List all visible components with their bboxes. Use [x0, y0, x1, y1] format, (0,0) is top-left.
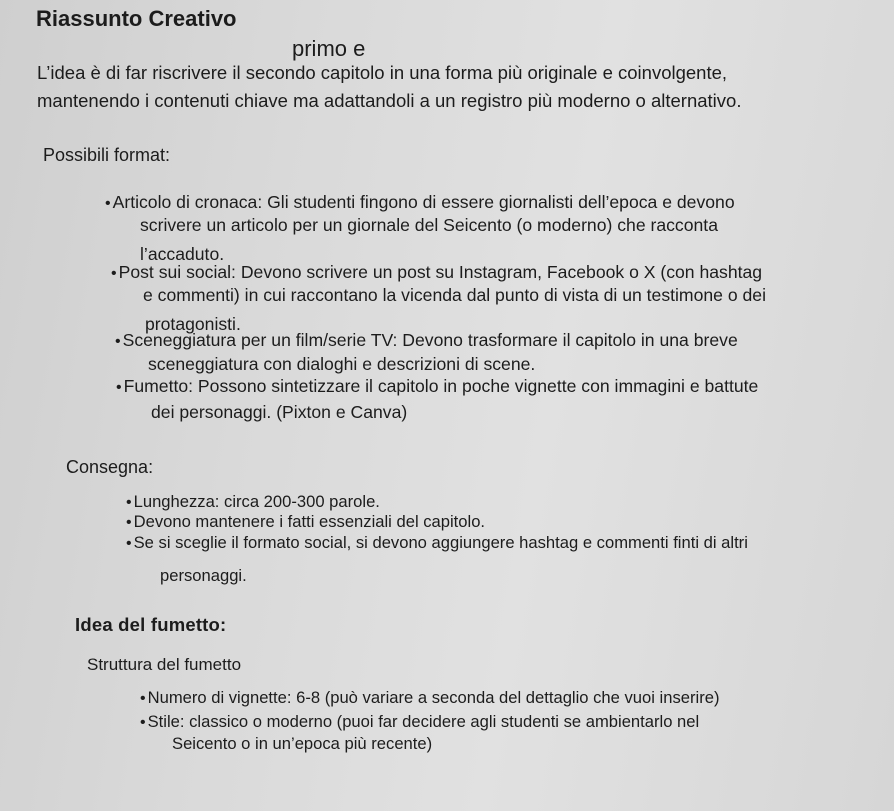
list-item	[126, 494, 380, 511]
bullet-icon: •	[140, 690, 146, 707]
list-item-continuation: sceneggiatura con dialoghi e descrizioni di scene.	[148, 354, 536, 374]
list-item-text: Sceneggiatura per un film/serie TV: Devono trasformare il capitolo in una breve	[122, 330, 738, 350]
list-item-continuation: scrivere un articolo per un giornale del Seicento (o moderno) che racconta	[140, 215, 718, 235]
list-item	[105, 194, 735, 212]
list-item-continuation: l’accaduto.	[140, 244, 225, 264]
bullet-icon: •	[140, 714, 146, 731]
bullet-icon: •	[115, 333, 121, 350]
list-item	[140, 690, 720, 707]
list-item-continuation: Seicento o in un’epoca più recente)	[172, 734, 433, 753]
list-item-text: Lunghezza: circa 200-300 parole.	[133, 492, 380, 511]
list-item-text: Stile: classico o moderno (puoi far decidere agli studenti se ambientarlo nel	[147, 712, 700, 731]
fumetto-subheading: Struttura del fumetto	[87, 655, 242, 674]
consegna-heading: Consegna:	[66, 457, 154, 477]
fumetto-heading: Idea del fumetto:	[75, 614, 227, 635]
list-item	[140, 714, 699, 731]
list-item-text: Devono mantenere i fatti essenziali del capitolo.	[133, 512, 486, 531]
bullet-icon: •	[111, 265, 117, 282]
intro-line-2: mantenendo i contenuti chiave ma adattandoli a un registro più moderno o alternativo.	[37, 90, 742, 111]
bullet-icon: •	[105, 195, 111, 212]
bullet-icon: •	[126, 514, 132, 531]
list-item-continuation: e commenti) in cui raccontano la vicenda dal punto di vista di un testimone o dei	[143, 285, 766, 305]
list-item-text: Fumetto: Possono sintetizzare il capitolo in poche vignette con immagini e battute	[123, 376, 759, 396]
list-item-text: Post sui social: Devono scrivere un post su Instagram, Facebook o X (con hashtag	[118, 262, 763, 282]
bullet-icon: •	[126, 494, 132, 511]
list-item	[116, 378, 758, 396]
list-item	[111, 264, 762, 282]
bullet-icon: •	[126, 535, 132, 552]
list-item-continuation: protagonisti.	[145, 314, 241, 334]
bullet-icon: •	[116, 379, 122, 396]
list-item-text: Numero di vignette: 6-8 (può variare a seconda del dettaglio che vuoi inserire)	[147, 688, 720, 707]
list-item	[115, 332, 738, 350]
formats-heading: Possibili format:	[43, 145, 171, 165]
document-subtitle: primo e	[292, 36, 366, 61]
list-item-continuation: dei personaggi. (Pixton e Canva)	[151, 402, 408, 422]
list-item	[126, 514, 485, 531]
list-item-continuation: personaggi.	[160, 566, 247, 585]
list-item-text: Articolo di cronaca: Gli studenti fingono di essere giornalisti dell’epoca e devono	[112, 192, 735, 212]
list-item-text: Se si sceglie il formato social, si devono aggiungere hashtag e commenti finti di altri	[133, 533, 748, 552]
list-item	[126, 535, 748, 552]
intro-line-1: L’idea è di far riscrivere il secondo capitolo in una forma più originale e coinvolgente,	[37, 62, 728, 83]
document-title: Riassunto Creativo	[36, 6, 237, 31]
